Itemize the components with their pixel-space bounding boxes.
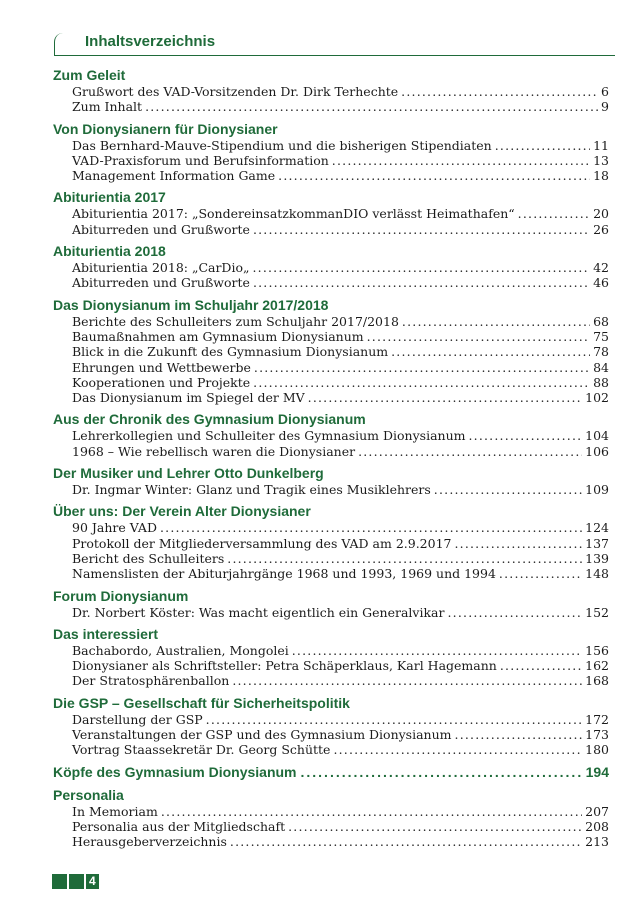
- entry-title: Blick in die Zukunft des Gymnasium Dionysianum: [72, 344, 389, 360]
- dot-leader: [206, 712, 582, 727]
- entry-page-number: 6: [601, 84, 609, 99]
- entry-title: Personalia aus der Mitgliedschaft: [72, 818, 286, 834]
- dot-leader: [367, 329, 590, 344]
- toc-entry: [72, 566, 609, 581]
- dot-leader: [499, 566, 582, 581]
- section-title: Das interessiert: [53, 625, 159, 642]
- entry-title: Bachabordo, Australien, Mongolei: [72, 642, 289, 658]
- entry-title: Vortrag Staassekretär Dr. Georg Schütte: [72, 742, 331, 758]
- toc-section: [53, 786, 609, 850]
- toc-entry: [72, 673, 609, 688]
- toc-entry: [72, 643, 609, 658]
- dot-leader: [227, 551, 582, 566]
- toc-entry: [72, 153, 609, 168]
- toc-entry: [72, 344, 609, 359]
- toc-entry: [72, 605, 609, 620]
- toc-entry: [72, 551, 609, 566]
- footer-square: [69, 874, 84, 889]
- toc-entry: [72, 390, 609, 405]
- entry-page-number: 152: [585, 604, 609, 620]
- dot-leader: [308, 390, 582, 405]
- entry-page-number: 162: [585, 658, 609, 674]
- dot-leader: [495, 138, 590, 153]
- toc-entry: [72, 536, 609, 551]
- toc-entry: [72, 206, 609, 221]
- toc-section: [53, 66, 609, 115]
- entry-page-number: 139: [585, 550, 609, 566]
- main-entry-title: Köpfe des Gymnasium Dionysianum: [53, 763, 297, 780]
- toc-section: [53, 410, 609, 459]
- entry-title: 90 Jahre VAD: [72, 520, 157, 536]
- toc-entry: [72, 428, 609, 443]
- dot-leader: [358, 444, 582, 459]
- toc-entry: [72, 834, 609, 849]
- toc-entry: [72, 329, 609, 344]
- toc-entry: [72, 222, 609, 237]
- toc-entry: [72, 658, 609, 673]
- section-title: Abiturientia 2017: [53, 189, 166, 206]
- entry-title: Dr. Norbert Köster: Was macht eigentlich ein Generalvikar: [72, 604, 445, 620]
- entry-page-number: 208: [585, 818, 609, 834]
- toc-section: [53, 188, 609, 237]
- toc-main-entry: [53, 763, 609, 781]
- dot-leader: [230, 834, 582, 849]
- section-title: Aus der Chronik des Gymnasium Dionysianum: [53, 411, 366, 428]
- entry-title: Namenslisten der Abiturjahrgänge 1968 und 1993, 1969 und 1994: [72, 566, 496, 582]
- entry-page-number: 42: [593, 260, 609, 276]
- section-title: Personalia: [53, 786, 124, 803]
- entry-title: Abiturientia 2018: „CarDio„: [72, 260, 250, 276]
- entry-title: Protokoll der Mitgliederversammlung des VAD am 2.9.2017: [72, 535, 452, 551]
- toc-entry: [72, 138, 609, 153]
- toc-entry: [72, 742, 609, 757]
- entry-title: Management Information Game: [72, 168, 276, 184]
- dot-leader: [253, 375, 590, 390]
- toc-section: [53, 587, 609, 620]
- dot-leader: [232, 673, 582, 688]
- toc-entry: [72, 520, 609, 535]
- dot-leader: [401, 84, 598, 99]
- toc-entry: [72, 99, 609, 114]
- entry-page-number: 106: [585, 443, 609, 459]
- toc-entry: [72, 482, 609, 497]
- dot-leader: [448, 605, 583, 620]
- table-of-contents: [53, 66, 609, 855]
- entry-page-number: 68: [593, 313, 609, 329]
- section-title: Der Musiker und Lehrer Otto Dunkelberg: [53, 465, 324, 482]
- dot-leader: [518, 206, 590, 221]
- toc-section: [53, 296, 609, 406]
- entry-page-number: 11: [593, 137, 609, 153]
- dot-leader: [468, 428, 582, 443]
- toc-entry: [72, 804, 609, 819]
- section-title: Über uns: Der Verein Alter Dionysianer: [53, 503, 311, 520]
- toc-entry: [72, 712, 609, 727]
- main-entry-page-number: 194: [585, 763, 609, 780]
- toc-entry: [72, 819, 609, 834]
- page-header: [54, 33, 614, 59]
- dot-leader: [391, 344, 590, 359]
- entry-page-number: 26: [593, 221, 609, 237]
- entry-title: Das Bernhard-Mauve-Stipendium und die bisherigen Stipendiaten: [72, 137, 492, 153]
- dot-leader: [454, 536, 582, 551]
- dot-leader: [434, 482, 582, 497]
- entry-title: In Memoriam: [72, 803, 158, 819]
- dot-leader: [402, 314, 590, 329]
- entry-title: Das Dionysianum im Spiegel der MV: [72, 390, 305, 406]
- entry-title: Dr. Ingmar Winter: Glanz und Tragik eines Musiklehrers: [72, 482, 431, 498]
- entry-page-number: 180: [585, 742, 609, 758]
- entry-page-number: 148: [585, 566, 609, 582]
- section-title: Von Dionysianern für Dionysianer: [53, 120, 278, 137]
- entry-title: Grußwort des VAD-Vorsitzenden Dr. Dirk Terhechte: [72, 84, 399, 99]
- dot-leader: [253, 222, 590, 237]
- dot-leader: [455, 727, 583, 742]
- entry-title: VAD-Praxisforum und Berufsinformation: [72, 152, 329, 168]
- entry-page-number: 88: [593, 374, 609, 390]
- entry-page-number: 102: [585, 390, 609, 406]
- dot-leader: [252, 260, 590, 275]
- entry-page-number: 173: [585, 727, 609, 743]
- toc-section: [53, 120, 609, 184]
- page-title: Inhaltsverzeichnis: [85, 33, 216, 50]
- toc-entry: [72, 444, 609, 459]
- entry-page-number: 213: [585, 834, 609, 850]
- toc-entry: [72, 375, 609, 390]
- entry-title: Darstellung der GSP: [72, 711, 203, 727]
- entry-title: Abiturientia 2017: „SondereinsatzkommanDIO verlässt Heimathafen“: [72, 206, 515, 222]
- entry-page-number: 84: [593, 359, 609, 375]
- entry-page-number: 46: [593, 275, 609, 291]
- dot-leader: [333, 742, 582, 757]
- section-gap: [53, 850, 609, 855]
- section-title: Das Dionysianum im Schuljahr 2017/2018: [53, 296, 329, 313]
- dot-leader: [332, 153, 590, 168]
- entry-title: Bericht des Schulleiters: [72, 550, 225, 566]
- toc-entry: [72, 275, 609, 290]
- toc-section: [53, 694, 609, 758]
- entry-page-number: 75: [593, 328, 609, 344]
- toc-section: [53, 502, 609, 581]
- entry-title: Veranstaltungen der GSP und des Gymnasium Dionysianum: [72, 727, 452, 743]
- dot-leader: [301, 763, 582, 781]
- toc-entry: [72, 84, 609, 99]
- toc-section: [53, 464, 609, 497]
- dot-leader: [254, 360, 590, 375]
- section-title: Forum Dionysianum: [53, 587, 189, 604]
- page-number: 4: [86, 874, 99, 889]
- toc-entry: [72, 727, 609, 742]
- dot-leader: [160, 520, 582, 535]
- entry-page-number: 78: [593, 344, 609, 360]
- dot-leader: [288, 819, 582, 834]
- entry-title: 1968 – Wie rebellisch waren die Dionysianer: [72, 443, 356, 459]
- dot-leader: [292, 643, 582, 658]
- entry-title: Herausgeberverzeichnis: [72, 834, 227, 850]
- entry-title: Ehrungen und Wettbewerbe: [72, 359, 251, 375]
- entry-title: Baumaßnahmen am Gymnasium Dionysianum: [72, 328, 364, 344]
- entry-title: Dionysianer als Schriftsteller: Petra Schäperklaus, Karl Hagemann: [72, 658, 497, 674]
- dot-leader: [253, 275, 590, 290]
- entry-page-number: 168: [585, 673, 609, 689]
- toc-entry: [72, 260, 609, 275]
- dot-leader: [500, 658, 582, 673]
- entry-page-number: 104: [585, 428, 609, 444]
- toc-section: [53, 625, 609, 689]
- entry-page-number: 20: [593, 206, 609, 222]
- entry-page-number: 13: [593, 152, 609, 168]
- entry-title: Der Stratosphärenballon: [72, 673, 230, 689]
- entry-title: Zum Inhalt: [72, 99, 143, 115]
- entry-title: Lehrerkollegien und Schulleiter des Gymnasium Dionysianum: [72, 428, 466, 444]
- page-footer: [52, 874, 99, 889]
- entry-title: Berichte des Schulleiters zum Schuljahr 2017/2018: [72, 313, 399, 329]
- entry-page-number: 18: [593, 168, 609, 184]
- section-title: Abiturientia 2018: [53, 243, 166, 260]
- entry-title: Kooperationen und Projekte: [72, 374, 251, 390]
- entry-page-number: 156: [585, 642, 609, 658]
- entry-page-number: 124: [585, 520, 609, 536]
- section-title: Die GSP – Gesellschaft für Sicherheitspolitik: [53, 694, 350, 711]
- toc-entry: [72, 360, 609, 375]
- footer-square: [52, 874, 67, 889]
- dot-leader: [161, 804, 582, 819]
- entry-page-number: 109: [585, 482, 609, 498]
- dot-leader: [145, 99, 598, 114]
- entry-page-number: 137: [585, 535, 609, 551]
- entry-title: Abiturreden und Grußworte: [72, 275, 250, 291]
- entry-page-number: 9: [601, 99, 609, 115]
- toc-entry: [72, 168, 609, 183]
- entry-title: Abiturreden und Grußworte: [72, 221, 250, 237]
- entry-page-number: 207: [585, 803, 609, 819]
- toc-entry: [72, 314, 609, 329]
- dot-leader: [278, 168, 590, 183]
- section-title: Zum Geleit: [53, 67, 126, 83]
- entry-page-number: 172: [585, 711, 609, 727]
- toc-section: [53, 242, 609, 291]
